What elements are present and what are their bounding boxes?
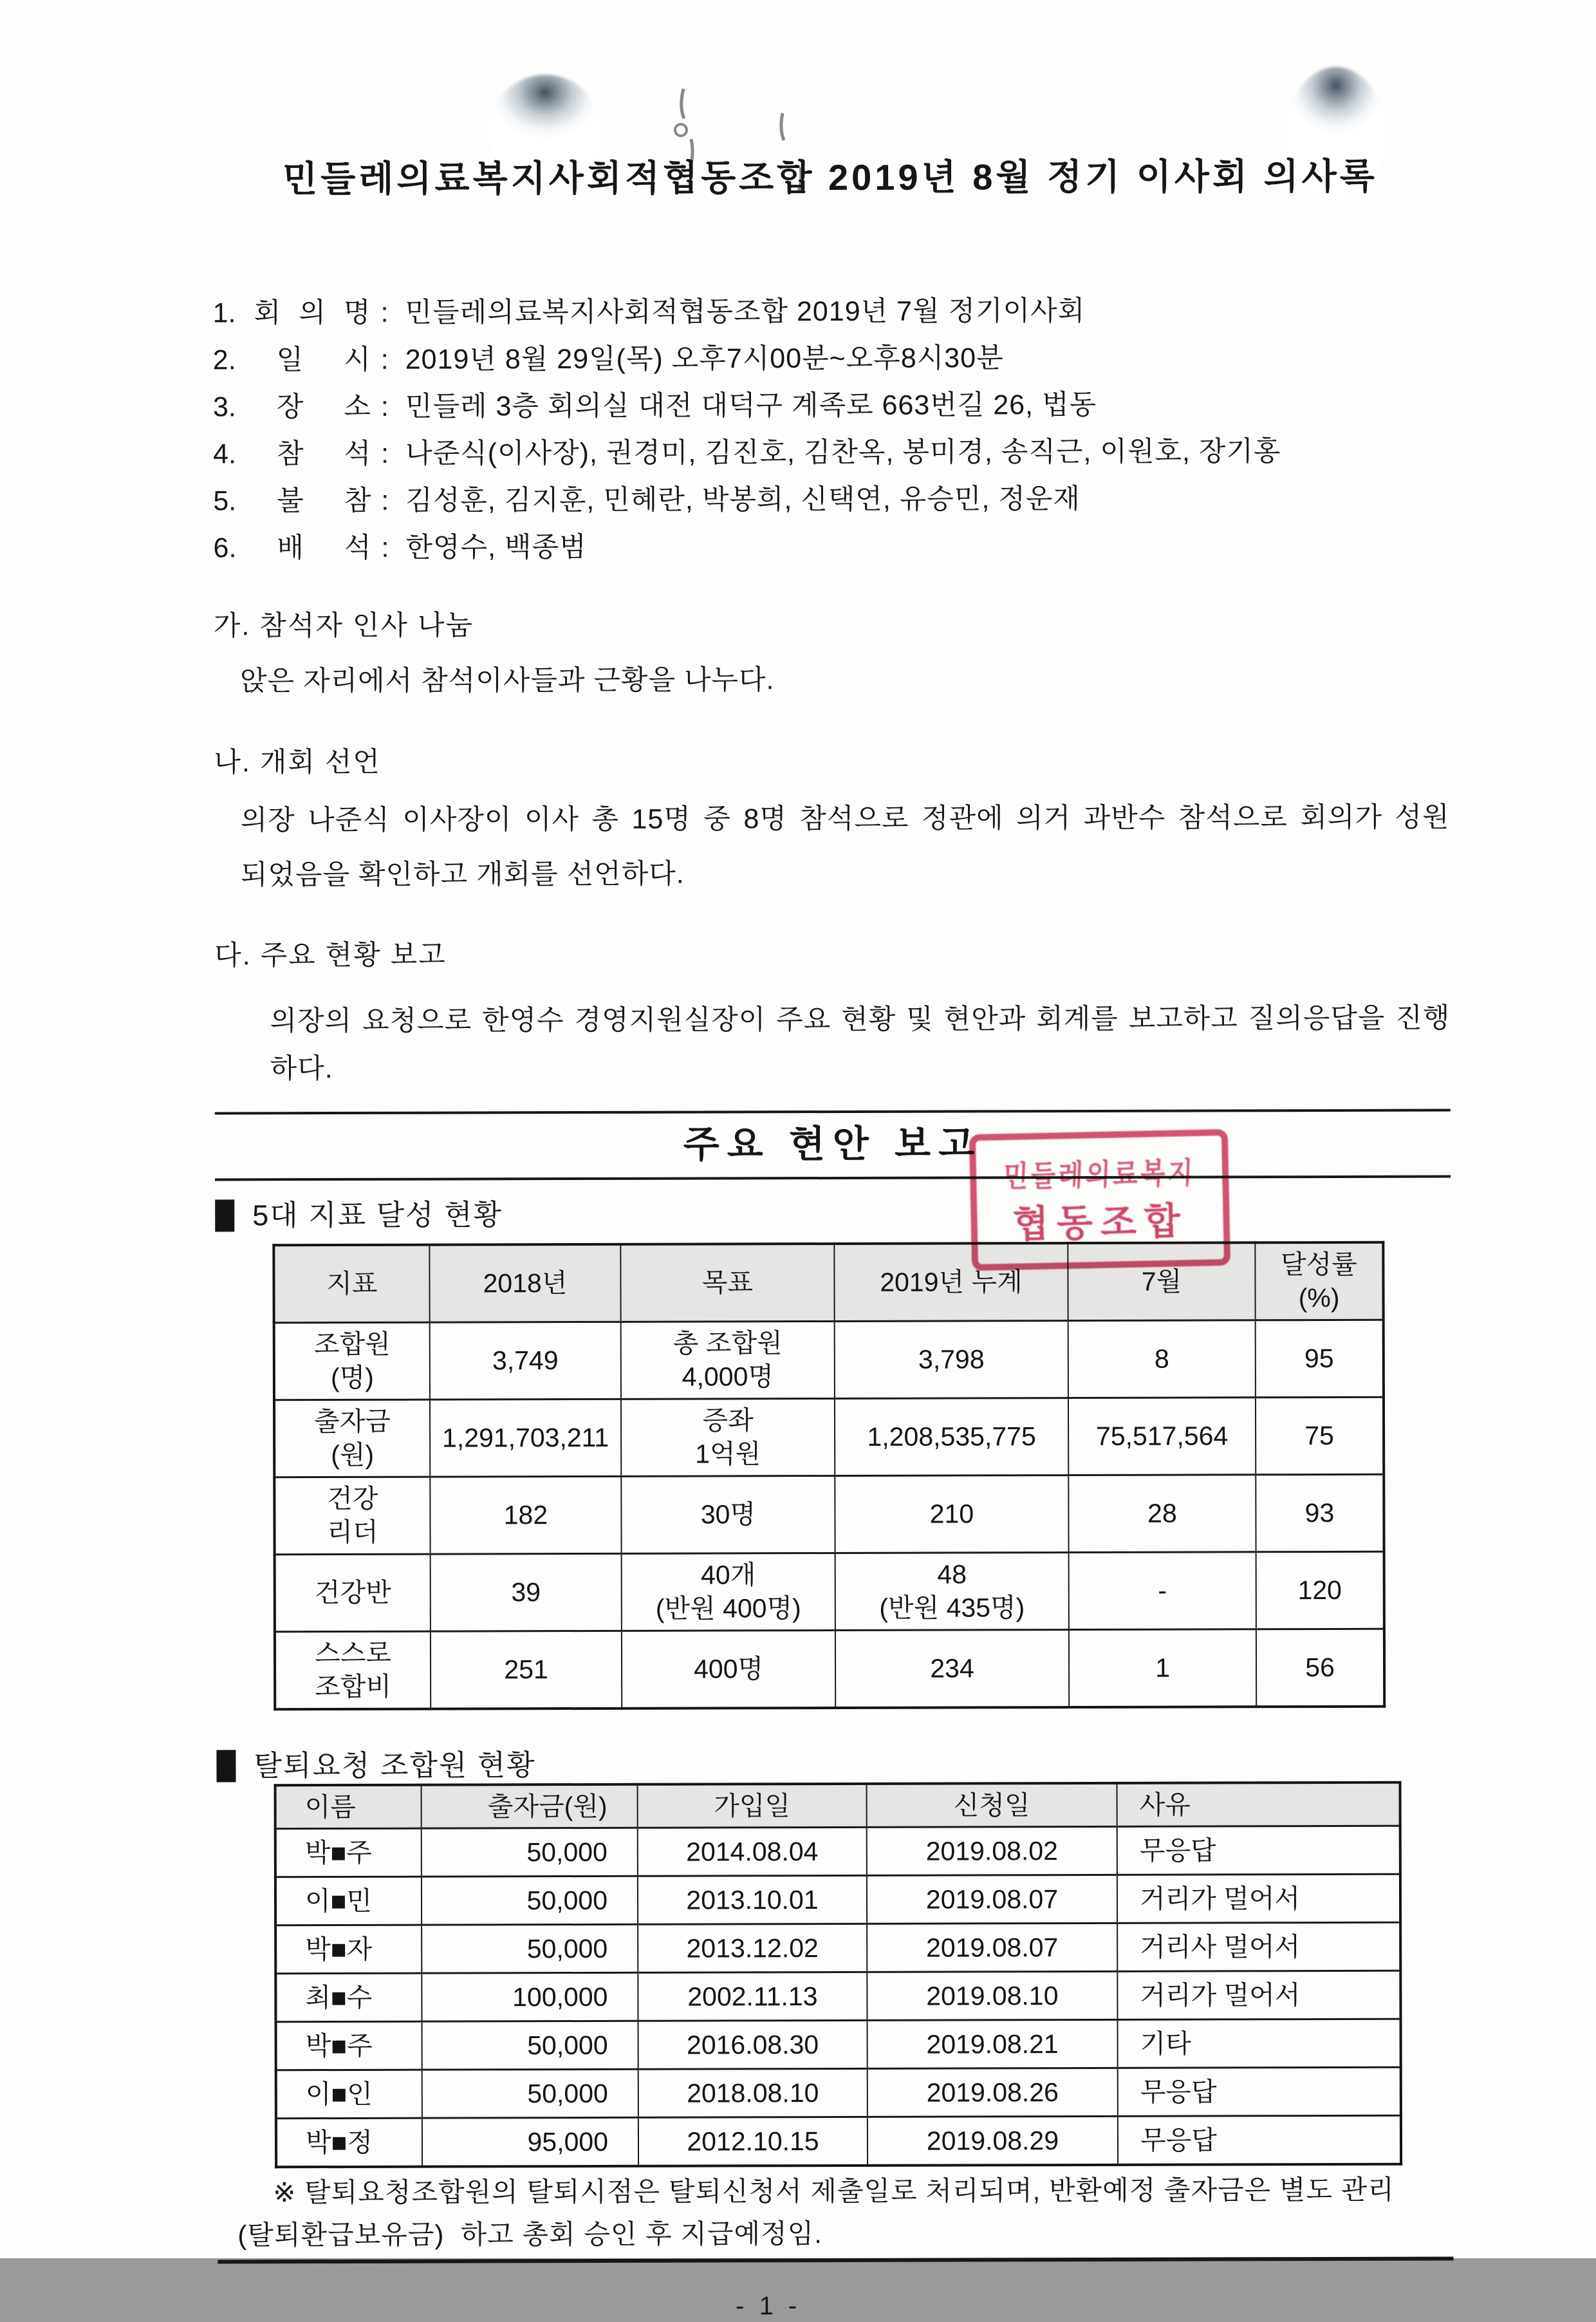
table-row [275, 1629, 1384, 1709]
table-cell: 2019.08.07 [867, 1923, 1117, 1972]
table-cell: 박■정 [276, 2118, 422, 2167]
table-cell: 조합원 (명) [274, 1322, 430, 1400]
meta-label: 5. 불 참 [213, 485, 371, 517]
header-cell: 달성률 (%) [1255, 1242, 1383, 1320]
table-cell: 거리가 멀어서 [1117, 1874, 1400, 1923]
table-cell: 50,000 [422, 2021, 638, 2070]
header-cell: 출자금(원) [422, 1784, 638, 1828]
table-cell: 2013.12.02 [638, 1924, 867, 1972]
meta-separator: : [380, 297, 389, 328]
page-number: - 1 - [736, 2291, 801, 2320]
meta-item-observers [213, 521, 1449, 572]
table-cell: 1,291,703,211 [430, 1399, 621, 1477]
header-cell: 2018년 [429, 1244, 620, 1322]
table-cell: 30명 [621, 1475, 835, 1553]
table-row [275, 1971, 1400, 2022]
table-row [276, 2067, 1401, 2119]
table-cell: 39 [431, 1553, 622, 1631]
meta-label: 1. 회 의 명 [212, 297, 371, 329]
table-header-row [275, 1782, 1400, 1829]
table-cell: 50,000 [422, 2069, 638, 2118]
table-cell: 거리사 멀어서 [1117, 1922, 1400, 1971]
table-cell: 210 [835, 1475, 1068, 1553]
table-cell: 박■자 [275, 1925, 422, 1974]
withdrawals-title-text: 탈퇴요청 조합원 현황 [254, 1748, 536, 1782]
header-cell: 이름 [275, 1784, 422, 1829]
table-row [274, 1320, 1384, 1400]
table-cell: 거리가 멀어서 [1117, 1971, 1400, 2019]
header-cell: 목표 [620, 1244, 834, 1322]
meta-item-meeting-name [212, 286, 1448, 337]
square-bullet-icon [216, 1750, 236, 1782]
meta-separator: : [381, 438, 389, 469]
table-cell: 1,208,535,775 [835, 1398, 1068, 1475]
table-cell: 이■민 [275, 1877, 422, 1925]
table-cell: 2014.08.04 [638, 1827, 867, 1876]
table-cell: 3,749 [430, 1322, 621, 1400]
indicators-section-title [215, 1194, 1451, 1233]
table-cell: 무응답 [1117, 1826, 1400, 1875]
table-cell: 1 [1069, 1629, 1256, 1707]
table-cell: 95 [1256, 1320, 1384, 1397]
table-cell: 100,000 [422, 1972, 638, 2021]
table-cell: 251 [431, 1631, 622, 1709]
meta-label: 4. 참 석 [213, 438, 371, 470]
table-cell: 28 [1068, 1475, 1256, 1553]
header-cell: 사유 [1117, 1782, 1400, 1826]
meta-value: 민들레 3층 회의실 대전 대덕구 계족로 663번길 26, 법동 [405, 389, 1097, 422]
section-ga-body: 앉은 자리에서 참석이사들과 근황을 나누다. [239, 664, 775, 697]
table-row [275, 1551, 1384, 1631]
meta-separator: : [381, 532, 389, 563]
stamp-text-top: 민들레의료복지 [1002, 1156, 1196, 1194]
table-row [274, 1474, 1384, 1554]
horizontal-rule-bottom [215, 1175, 1451, 1181]
header-cell: 가입일 [638, 1783, 867, 1828]
section-na-body-line2: 되었음을 확인하고 개회를 선언하다. [240, 858, 685, 891]
section-ga-heading: 가. 참석자 인사 나눔 [213, 610, 474, 642]
meta-separator: : [381, 485, 389, 516]
table-cell: 120 [1256, 1551, 1384, 1629]
table-row [276, 2019, 1401, 2070]
table-cell: 최■수 [275, 1973, 422, 2022]
table-cell: 증좌 1억원 [621, 1398, 835, 1476]
table-cell: 40개 (반원 400명) [622, 1553, 835, 1631]
section-na-heading: 나. 개회 선언 [214, 746, 381, 778]
table-cell: 48 (반원 435명) [835, 1552, 1069, 1630]
table-cell: 2019.08.02 [867, 1826, 1117, 1875]
table-cell: 박■주 [276, 2021, 422, 2070]
red-cooperative-seal-stamp [969, 1129, 1230, 1271]
withdrawals-section-title [216, 1745, 1452, 1784]
meta-value: 김성훈, 김지훈, 민혜란, 박봉희, 신택연, 유승민, 정운재 [405, 483, 1081, 516]
table-cell: 2019.08.07 [867, 1875, 1117, 1924]
table-cell: 8 [1068, 1320, 1256, 1398]
meta-label: 2. 일 시 [212, 344, 371, 376]
withdrawals-table [274, 1781, 1403, 2168]
table-cell: 건강 리더 [274, 1477, 430, 1555]
table-cell: 2019.08.10 [867, 1971, 1117, 2020]
table-cell: 182 [430, 1476, 621, 1554]
table-cell: 50,000 [422, 1924, 638, 1973]
section-da-body: 의장의 요청으로 한영수 경영지원실장이 주요 현황 및 현안과 회계를 보고하고 질의응답을 진행하다. [270, 1002, 1451, 1085]
table-row [276, 2115, 1401, 2167]
table-cell: 93 [1256, 1474, 1384, 1551]
header-cell: 신청일 [867, 1783, 1117, 1827]
table-cell: 56 [1256, 1629, 1384, 1707]
table-cell: 이■인 [276, 2070, 422, 2119]
table-cell: 50,000 [422, 1876, 638, 1925]
table-cell: 박■주 [275, 1828, 422, 1877]
table-cell: 출자금 (원) [274, 1400, 430, 1477]
table-row [274, 1397, 1384, 1477]
table-cell: 2012.10.15 [638, 2117, 868, 2166]
table-cell: 400명 [622, 1630, 835, 1708]
table-row [275, 1874, 1400, 1925]
document-content [212, 0, 1453, 2322]
table-cell: 75,517,564 [1068, 1398, 1256, 1475]
meta-value: 2019년 8월 29일(목) 오후7시00분~오후8시30분 [405, 342, 1004, 375]
square-bullet-icon [215, 1199, 234, 1231]
table-cell: 기타 [1117, 2019, 1400, 2068]
table-cell: 3,798 [835, 1320, 1068, 1398]
meta-item-place [213, 380, 1449, 431]
table-cell: 2019.08.21 [867, 2019, 1117, 2068]
table-cell: 2019.08.26 [868, 2068, 1118, 2117]
meta-label: 6. 배 석 [213, 532, 371, 564]
meta-separator: : [380, 391, 389, 422]
indicators-title-text: 5대 지표 달성 현황 [252, 1198, 503, 1232]
horizontal-rule-footer [218, 2256, 1453, 2263]
table-cell: 2016.08.30 [638, 2020, 867, 2069]
header-cell: 7월 [1068, 1242, 1255, 1320]
section-da-heading: 다. 주요 현황 보고 [214, 939, 447, 971]
table-row [275, 1922, 1400, 1974]
meta-item-absentees [213, 474, 1449, 525]
meta-label: 3. 장 소 [212, 391, 371, 423]
meta-item-datetime [213, 333, 1449, 384]
table-cell: 무응답 [1118, 2115, 1401, 2164]
table-cell: 스스로 조합비 [275, 1631, 431, 1709]
document-title: 민들레의료복지사회적협동조합 2019년 8월 정기 이사회 의사록 [283, 155, 1378, 200]
table-cell: 총 조합원 4,000명 [621, 1321, 835, 1399]
meta-value: 나준식(이사장), 권경미, 김진호, 김찬옥, 봉미경, 송직근, 이원호, 장기홍 [405, 436, 1281, 469]
table-cell: 234 [835, 1629, 1069, 1707]
meeting-meta-list [212, 286, 1449, 572]
indicators-table [272, 1241, 1386, 1710]
meta-item-attendees [213, 427, 1449, 478]
table-cell: 2013.10.01 [638, 1875, 867, 1924]
meta-separator: : [380, 344, 389, 375]
header-cell: 지표 [274, 1245, 429, 1323]
section-na-body-line1: 의장 나준식 이사장이 이사 총 15명 중 8명 참석으로 정관에 의거 과반수 참석으로 회의가 성원 [240, 801, 1450, 836]
table-cell: 2018.08.10 [638, 2068, 868, 2117]
table-cell: 건강반 [275, 1554, 431, 1632]
table-row [275, 1826, 1400, 1877]
table-cell: 2002.11.13 [638, 1972, 867, 2021]
table-cell: - [1069, 1552, 1256, 1630]
meta-value: 한영수, 백종범 [405, 531, 587, 563]
withdrawal-footnote-line1: ※ 탈퇴요청조합원의 탈퇴시점은 탈퇴신청서 제출일로 처리되며, 반환예정 출자금은 별도 관리 [273, 2174, 1395, 2207]
table-cell: 95,000 [422, 2117, 638, 2166]
header-cell: 2019년 누계 [834, 1243, 1068, 1321]
withdrawal-footnote-line2: (탈퇴환급보유금) 하고 총회 승인 후 지급예정임. [237, 2218, 822, 2251]
meta-value: 민들레의료복지사회적협동조합 2019년 7월 정기이사회 [405, 295, 1086, 328]
table-cell: 75 [1256, 1397, 1384, 1474]
table-cell: 50,000 [422, 1828, 638, 1877]
report-heading: 주요 현안 보고 [683, 1123, 983, 1166]
stamp-text-bottom: 협동조합 [1012, 1199, 1189, 1246]
table-cell: 2019.08.29 [868, 2116, 1118, 2165]
horizontal-rule-top [215, 1109, 1451, 1114]
table-cell: 무응답 [1118, 2067, 1401, 2116]
